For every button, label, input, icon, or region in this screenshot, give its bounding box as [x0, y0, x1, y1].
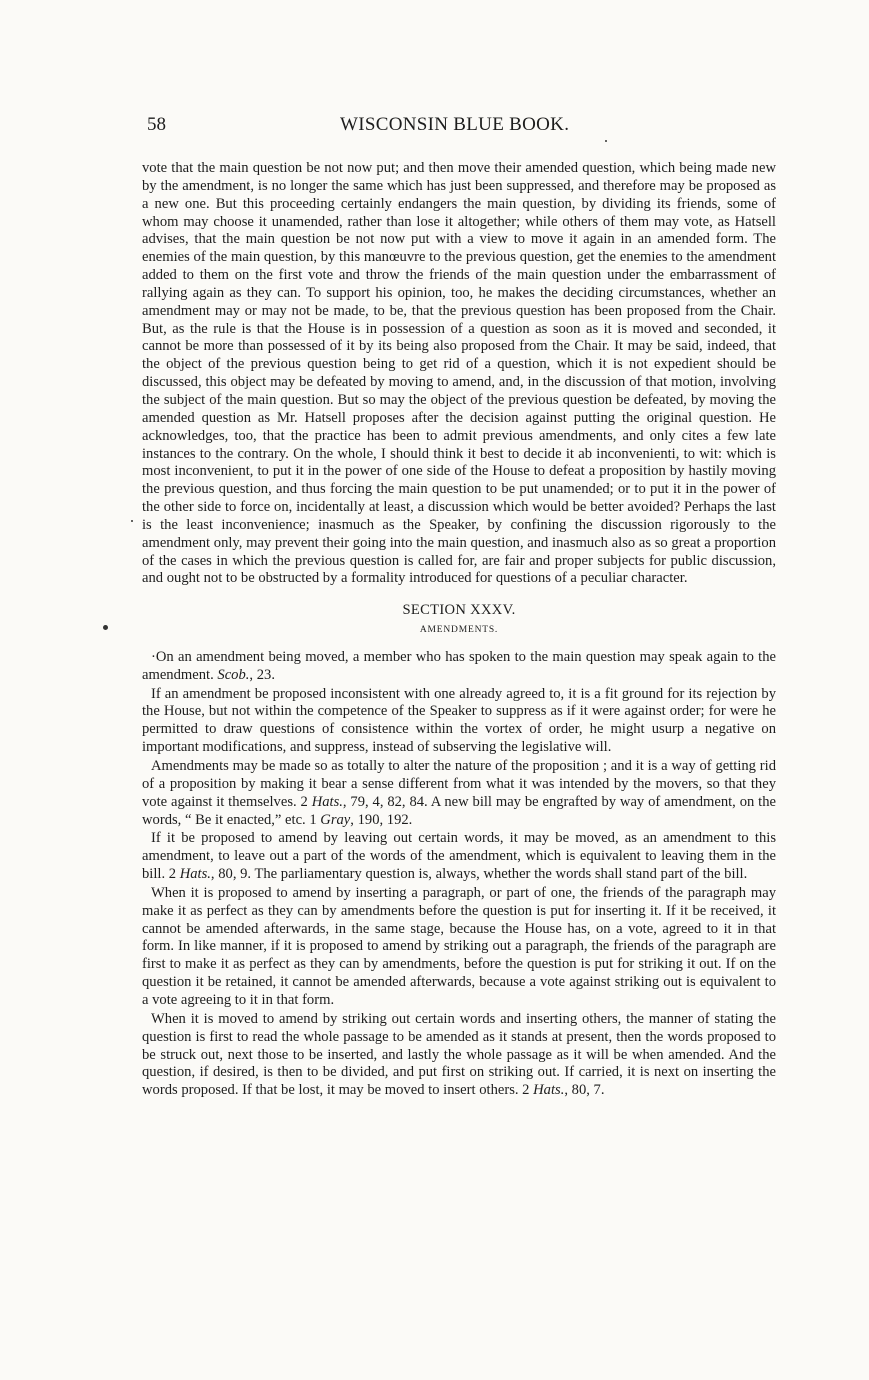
paragraph-text: , 23. — [249, 666, 275, 683]
citation-abbrev: Hats. — [179, 866, 211, 883]
paragraph-text: If an amendment be proposed inconsistent with one already agreed to, it is a fit ground for its rejection by the House, but not within the competence of the Speaker to suppress as if it were against order; for were he permitted to draw questions of consistence within the vortex of order, he might usurp a negative on important modifications, and suppress, instead of subserving the legislative will. — [142, 685, 776, 756]
ink-speck — [131, 520, 133, 522]
paragraph — [142, 1011, 776, 1100]
paragraph-text: Amendments may be made so as totally to alter the nature of the proposition ; and it is a way of getting rid of a proposition by making it bear a sense different from what it was intended by the movers, so that they vote against it themselves. 2 — [142, 758, 776, 810]
paragraph-text: When it is proposed to amend by inserting a paragraph, or part of one, the friends of the paragraph may make it as perfect as they can by amendments before the question is put for inserting it. If it be received, it cannot be amended afterwards, in the same stage, because the House has, on a vote, agreed to it in that form. In like manner, if it is proposed to amend by striking out a paragraph, the friends of the paragraph are first to make it as perfect as they can by amendments, before the question is put for striking it out. If on the question it be retained, it cannot be amended afterwards, because a vote against striking out is equivalent to a vote agreeing to it in that form. — [142, 884, 776, 1008]
paragraph-text: When it is moved to amend by striking out certain words and inserting others, the manner of stating the question is first to read the whole passage to be amended as it stands at present, then the words proposed to be struck out, next those to be inserted, and lastly the whole passage as it will be when amended. And the question, if desired, is then to be divided, and put first on striking out. If carried, it is next on inserting the words proposed. If that be lost, it may be moved to insert others. 2 — [142, 1010, 776, 1099]
paragraph — [142, 830, 776, 884]
citation-abbrev: Hats. — [533, 1082, 565, 1099]
page-header — [147, 114, 777, 138]
paragraph-text: , 80, 9. The parliamentary question is, always, whether the words shall stand part of the bill. — [210, 866, 748, 883]
ink-speck — [103, 625, 108, 630]
citation-abbrev: Hats. — [311, 793, 343, 810]
ink-speck — [605, 140, 607, 142]
body-text — [142, 160, 776, 1100]
paragraph-text: , 190, 192. — [350, 811, 413, 828]
continued-paragraph: vote that the main question be not now put; and then move their amended question, which being made new by the amendment, is no longer the same which has just been suppressed, and therefore may be proposed as a new one. But this proceeding certainly endangers the main question, by dividing its friends, some of whom may choose it unamended, rather than lose it altogether; while others of them may vote, as Hatsell advises, that the main question be not now put with a view to move it again in an amended form. The enemies of the main question, by this manœuvre to the previous question, get the enemies to the amendment added to them on the first vote and throw the friends of the main question under the embarrassment of rallying again as they can. To support his opinion, too, he makes the deciding circumstances, whether an amendment may or may not be made, to be, that the previous question has been proposed from the Chair. But, as the rule is that the House is in possession of a question as soon as it is moved and seconded, it cannot be more than possessed of it by its being also proposed from the Chair. It may be said, indeed, that the object of the previous question being to get rid of a question, which it is not expedient should be discussed, this object may be defeated by moving to amend, and, in the discussion of that motion, involving the subject of the main question. But so may the object of the previous question be defeated, by moving the amended question as Mr. Hatsell proposes after the decision against putting the original question. He acknowledges, too, that the practice has been to admit previous amendments, and only cites a few late instances to the contrary. On the whole, I should think it best to decide it ab inconvenienti, to wit: which is most inconvenient, to put it in the power of one side of the House to defeat a proposition by hastily moving the previous question, and thus forcing the main question to be put unamended; or to put it in the power of the other side to force on, incidentally at least, a discussion which would be better avoided? Perhaps the last is the least inconvenience; inasmuch as the Speaker, by confining the discussion rigorously to the amendment only, may prevent their going into the main question, and inasmuch also as so great a proportion of the cases in which the previous question is called for, are fair and proper subjects for public discussion, and ought not to be obstructed by a formality introduced for questions of a peculiar character. — [142, 160, 776, 587]
paragraph-text: , 79, 4, 82, 84. A new bill may be engrafted by way of amendment, on the words, “ Be it enacted,” etc. 1 — [142, 793, 776, 828]
section-heading: SECTION XXXV. — [402, 602, 516, 619]
running-title: WISCONSIN BLUE BOOK. — [340, 114, 570, 135]
section-subheading: AMENDMENTS. — [419, 625, 499, 636]
paragraph-text: , 80, 7. — [564, 1082, 605, 1099]
page-number: 58 — [147, 114, 166, 135]
citation-abbrev: Scob. — [217, 666, 250, 683]
paragraph — [142, 686, 776, 757]
paragraph-text: If it be proposed to amend by leaving out certain words, it may be moved, as an amendment to this amendment, to leave out a part of the words of the amendment, which is equivalent to leaving them in the bill. 2 — [142, 830, 776, 883]
citation-abbrev: Gray — [320, 811, 351, 828]
paragraph — [142, 649, 776, 685]
paragraph — [142, 758, 776, 829]
paragraph-text: ·On an amendment being moved, a member who has spoken to the main question may speak again to the amendment. — [142, 648, 776, 683]
paragraph — [142, 885, 776, 1010]
